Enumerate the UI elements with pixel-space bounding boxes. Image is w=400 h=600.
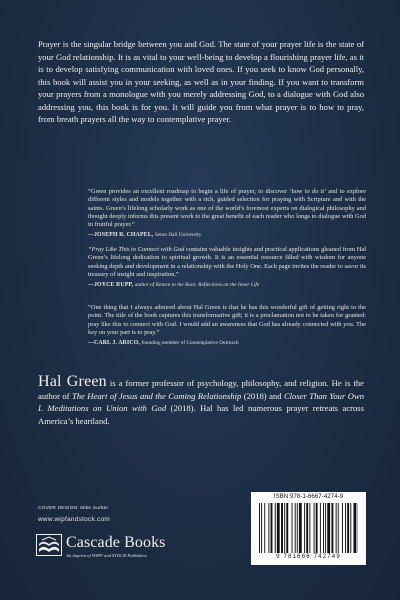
endorsement-attribution: —JOYCE RUPP, author of Return to the Root: Reflections on the Inner Life: [88, 282, 260, 289]
barcode-bar: [309, 503, 310, 553]
barcode-bar: [299, 503, 302, 553]
barcode-bar: [338, 503, 339, 553]
barcode-bar: [331, 503, 333, 553]
barcode-bar: [327, 503, 330, 553]
barcode-bar: [350, 503, 351, 553]
barcode-bar: [306, 503, 308, 553]
barcode-bar: [314, 503, 315, 553]
author-name: Hal Green: [38, 373, 107, 390]
barcode-bar: [347, 503, 349, 553]
barcode-bar: [277, 503, 280, 553]
barcode-bar: [268, 503, 269, 553]
publisher-imprint: An Imprint of WIPF and STOCK Publishers: [66, 553, 148, 558]
barcode-bar: [259, 503, 260, 553]
isbn-label: ISBN 978-1-6667-4274-9: [273, 494, 344, 500]
barcode-bar: [320, 503, 321, 553]
barcode-bar: [295, 503, 296, 553]
barcode: [251, 492, 366, 565]
publisher-logo: [36, 533, 216, 563]
barcode-bar: [345, 503, 346, 553]
endorsement-rupp: [88, 246, 366, 289]
barcode-bars: [259, 503, 358, 553]
endorsement-chapel: [88, 188, 366, 240]
barcode-bar: [354, 503, 357, 553]
endorsement-text: “One thing that I always admired about Hal Green is that he has this wonderful gift of getting right to the point. The title of the book captures this transformative gift; it is a proclamation not to be taken for granted: pray like this to connect with God. I would add an awareness that God has already connected with you. The key on your part is to pray.”: [88, 304, 366, 336]
barcode-bar: [336, 503, 337, 553]
endorsement-attribution: —CARL J. ARICO, founding member of Contemplative Outreach: [88, 340, 239, 347]
endorsement-attribution: —JOSEPH R. CHAPEL, Seton Hall University: [88, 232, 202, 239]
barcode-bar: [271, 503, 273, 553]
barcode-digits: 9 781666 742749: [276, 554, 341, 560]
endorsement-text: “Green provides an excellent roadmap to begin a life of prayer, to discover ‘how to do it’ and to explore different styles and models together with a rich, guided selection for praying with Scripture and with the saints. Green’s lifelong scholarly work as one of the world’s foremost experts on dialogical philosophy and thought deeply informs this present work to the great benefit of each reader who longs to dialogue with God in fruitful prayer.”: [88, 188, 366, 229]
publisher-website: www.wipfandstock.com: [38, 516, 111, 523]
barcode-bar: [342, 503, 343, 553]
book-logo-icon: [36, 534, 62, 556]
barcode-bar: [275, 503, 276, 553]
publisher-name: Cascade Books: [66, 534, 166, 551]
author-bio: Hal Green is a former professor of psychology, philosophy, and religion. He is the author of The Heart of Jesus and the Coming Relationship (2018) and Closer Than Your Own I. Meditations on Union with God (2018). Hal has led numerous prayer retreats across America’s heartland.: [38, 373, 364, 426]
barcode-bar: [281, 503, 283, 553]
barcode-bar: [323, 503, 324, 553]
barcode-bar: [325, 503, 326, 553]
barcode-bar: [292, 503, 293, 553]
barcode-bar: [297, 503, 298, 553]
description-paragraph: Prayer is the singular bridge between you and God. The state of your prayer life is the state of your God relationship. It is as vital to your well-being to develop a flourishing prayer life, as it is to develop satisfying communication with loved ones. If you seek to know God personally, this book will assist you in your seeking, as well as in your finding. If you want to transform your prayers from a monologue with you merely addressing God, to a dialogue with God also addressing you, this book is for you. It will guide you from what prayer is to how to pray, from breath prayers all the way to contemplative prayer.: [38, 39, 364, 124]
cover-design-credit: COVER DESIGN: Mike Surber: [38, 506, 109, 511]
barcode-bar: [264, 503, 265, 553]
barcode-bar: [286, 503, 288, 553]
endorsement-text: “Pray Like This to Connect with God contains valuable insights and practical applications gleaned from Hal Green’s lifelong dedication to spiritual growth. It is an essential resource filled with wisdom for anyone seeking depth and development in a relationship with the Holy One. Each page invites the reader to savor its treasury of insight and inspiration.”: [88, 246, 366, 278]
barcode-bar: [304, 503, 305, 553]
barcode-bar: [316, 503, 318, 553]
barcode-bar: [284, 503, 285, 553]
endorsement-arico: [88, 304, 366, 347]
barcode-bar: [261, 503, 262, 553]
